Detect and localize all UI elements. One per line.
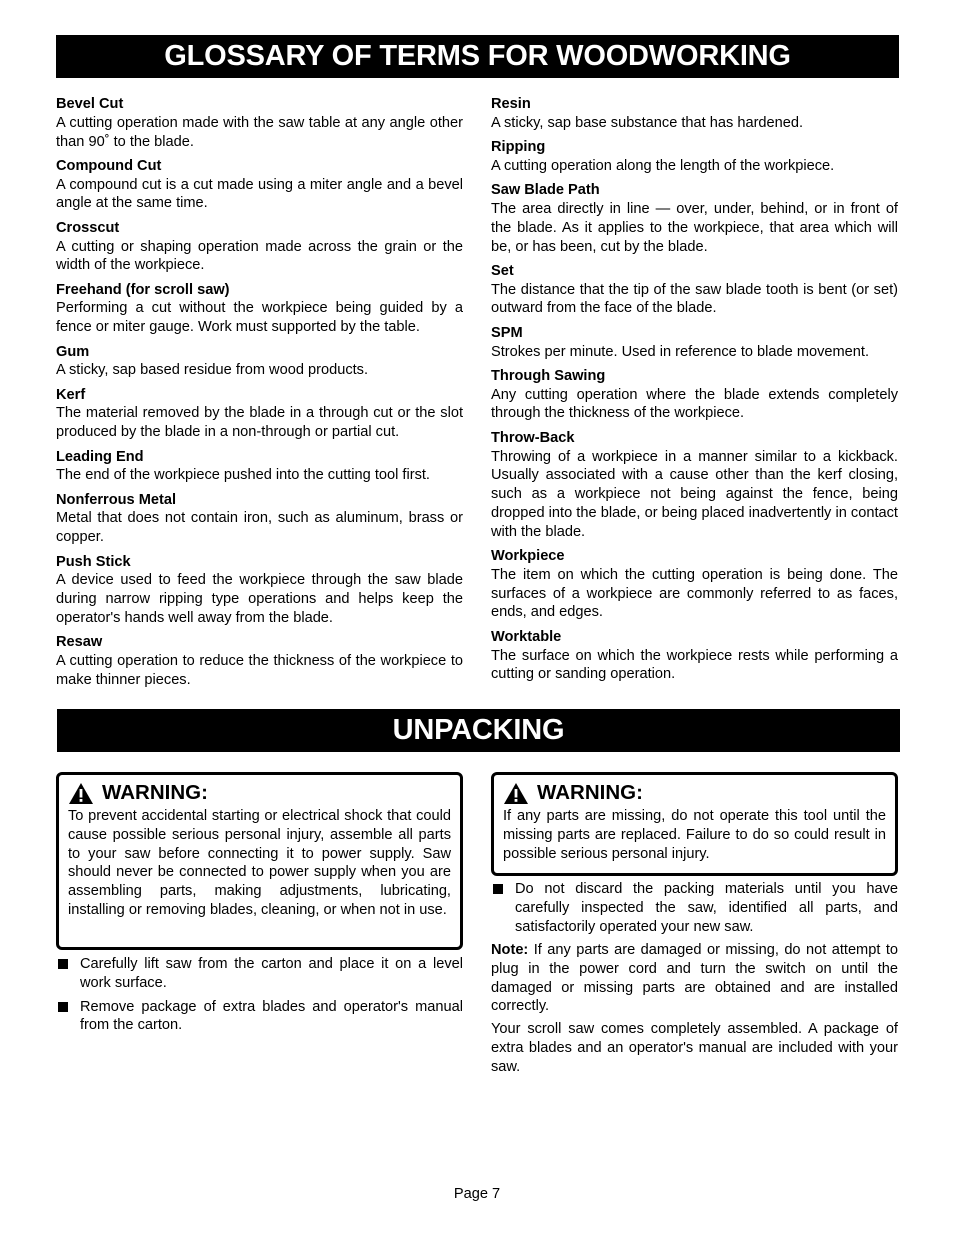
list-item: [56, 955, 463, 993]
list-item: [491, 880, 898, 936]
square-bullet-icon: [58, 959, 68, 969]
glossary-entry: [491, 429, 898, 542]
warning-triangle-icon: [503, 782, 529, 805]
glossary-entry: [56, 448, 463, 486]
glossary-definition: A device used to feed the workpiece through the saw blade during narrow ripping type operations and helps keep the operator's hands well away from the blade.: [56, 572, 463, 626]
glossary-entry: [56, 95, 463, 151]
warning-header: [68, 781, 451, 805]
glossary-definition: The surface on which the workpiece rests while performing a cutting or sanding operation.: [491, 647, 898, 683]
glossary-entry: [491, 138, 898, 176]
glossary-definition: Strokes per minute. Used in reference to blade movement.: [491, 343, 870, 360]
note-paragraph: [491, 941, 898, 1016]
glossary-term: SPM: [491, 324, 523, 341]
warning-box-power: [56, 772, 463, 950]
glossary-term: Compound Cut: [56, 157, 162, 174]
unpacking-heading: UNPACKING: [57, 709, 900, 752]
glossary-definition: Any cutting operation where the blade extends completely through the thickness of the workpiece.: [491, 386, 898, 422]
glossary-definition: The distance that the tip of the saw blade tooth is bent (or set) outward from the face of the blade.: [491, 281, 898, 317]
warning-title: WARNING:: [537, 781, 643, 804]
glossary-term: Freehand (for scroll saw): [56, 281, 230, 298]
glossary-entry: [491, 628, 898, 684]
list-item-text: Do not discard the packing materials until you have carefully inspected the saw, identified all parts, and satisfactorily operated your new saw.: [515, 881, 898, 935]
glossary-entry: [491, 547, 898, 622]
list-item-text: Remove package of extra blades and operator's manual from the carton.: [80, 998, 463, 1034]
warning-header: [503, 781, 886, 805]
glossary-entry: [56, 281, 463, 337]
glossary-term: Worktable: [491, 628, 562, 645]
warning-title: WARNING:: [102, 781, 208, 804]
glossary-term: Nonferrous Metal: [56, 491, 177, 508]
square-bullet-icon: [58, 1002, 68, 1012]
list-item: [56, 998, 463, 1036]
glossary-term: Resin: [491, 96, 531, 112]
glossary-definition: A cutting or shaping operation made across the grain or the width of the workpiece.: [56, 238, 463, 274]
warning-triangle-icon: [68, 782, 94, 805]
glossary-definition: A cutting operation along the length of the workpiece.: [491, 157, 835, 174]
glossary-definition: A compound cut is a cut made using a miter angle and a bevel angle at the same time.: [56, 176, 463, 212]
glossary-definition: The item on which the cutting operation is being done. The surfaces of a workpiece are commonly referred to as faces, ends, and edges.: [491, 566, 898, 621]
glossary-definition: A cutting operation to reduce the thickness of the workpiece to make thinner pieces.: [56, 653, 463, 688]
glossary-entry: [491, 95, 898, 133]
glossary-term: Gum: [56, 343, 90, 360]
glossary-heading: GLOSSARY OF TERMS FOR WOODWORKING: [56, 35, 899, 78]
glossary-entry: [56, 491, 463, 547]
glossary-term: Bevel Cut: [56, 96, 124, 112]
closing-paragraph: Your scroll saw comes completely assembled. A package of extra blades and an operator's manual are included with your saw.: [491, 1021, 898, 1075]
glossary-definition: The end of the workpiece pushed into the cutting tool first.: [56, 467, 430, 484]
list-item-text: Carefully lift saw from the carton and place it on a level work surface.: [80, 956, 463, 991]
glossary-entry: [56, 157, 463, 213]
glossary-definition: The material removed by the blade in a through cut or the slot produced by the blade in a non-through or partial cut.: [56, 405, 463, 441]
glossary-term: Resaw: [56, 634, 103, 651]
glossary-definition: A sticky, sap base substance that has hardened.: [491, 114, 804, 131]
glossary-term: Workpiece: [491, 548, 565, 565]
glossary-entry: [56, 553, 463, 628]
glossary-definition: A cutting operation made with the saw table at any angle other than 90˚ to the blade.: [56, 114, 463, 150]
glossary-term: Through Sawing: [491, 367, 606, 384]
glossary-term: Set: [491, 262, 514, 279]
glossary-definition: Throwing of a workpiece in a manner similar to a kickback. Usually associated with a cause other than the kerf closing, such as a workpiece not being against the fence, being dropped into the blade, or being placed inadvertently in contact with the blade.: [491, 448, 898, 540]
glossary-definition: Performing a cut without the workpiece being guided by a fence or miter gauge. Work must supported by the table.: [56, 300, 463, 336]
glossary-definition: The area directly in line — over, under, behind, or in front of the blade. As it applies to the workpiece, that area which will be, or has been, cut by the blade.: [491, 200, 898, 255]
note-text: If any parts are damaged or missing, do not attempt to plug in the power cord and turn the switch on until the damaged or missing parts are obtained and are installed correctly.: [491, 942, 898, 1015]
glossary-right-column: [491, 95, 898, 690]
square-bullet-icon: [493, 884, 503, 894]
unpacking-steps-left: [56, 955, 463, 1040]
glossary-entry: [56, 219, 463, 275]
glossary-definition: Metal that does not contain iron, such as aluminum, brass or copper.: [56, 510, 463, 546]
glossary-entry: [491, 367, 898, 423]
glossary-entry: [56, 343, 463, 381]
page-number: Page 7: [453, 1186, 501, 1202]
glossary-entry: [491, 262, 898, 318]
warning-box-missing-parts: [491, 772, 898, 876]
glossary-left-column: [56, 95, 463, 695]
warning-text: To prevent accidental starting or electrical shock that could cause possible serious personal injury, assemble all parts to your saw before connecting it to power supply. Saw should never be connected to power supply when you are assembling parts, making adjustments, lubricating, installing or removing blades, cleaning, or when not in use.: [68, 808, 451, 918]
glossary-term: Crosscut: [56, 219, 120, 236]
glossary-term: Saw Blade Path: [491, 182, 600, 199]
unpacking-steps-right: [491, 880, 898, 941]
glossary-term: Ripping: [491, 139, 546, 156]
glossary-term: Kerf: [56, 386, 86, 403]
glossary-entry: [56, 386, 463, 442]
glossary-entry: [56, 633, 463, 689]
glossary-entry: [491, 181, 898, 256]
glossary-entry: [491, 324, 898, 362]
note-label: Note:: [491, 942, 529, 958]
glossary-term: Push Stick: [56, 553, 131, 570]
warning-text: If any parts are missing, do not operate this tool until the missing parts are replaced. Failure to do so could result in possible serious personal injury.: [503, 808, 886, 862]
glossary-term: Leading End: [56, 448, 144, 465]
glossary-term: Throw-Back: [491, 429, 575, 446]
glossary-definition: A sticky, sap based residue from wood products.: [56, 362, 369, 379]
